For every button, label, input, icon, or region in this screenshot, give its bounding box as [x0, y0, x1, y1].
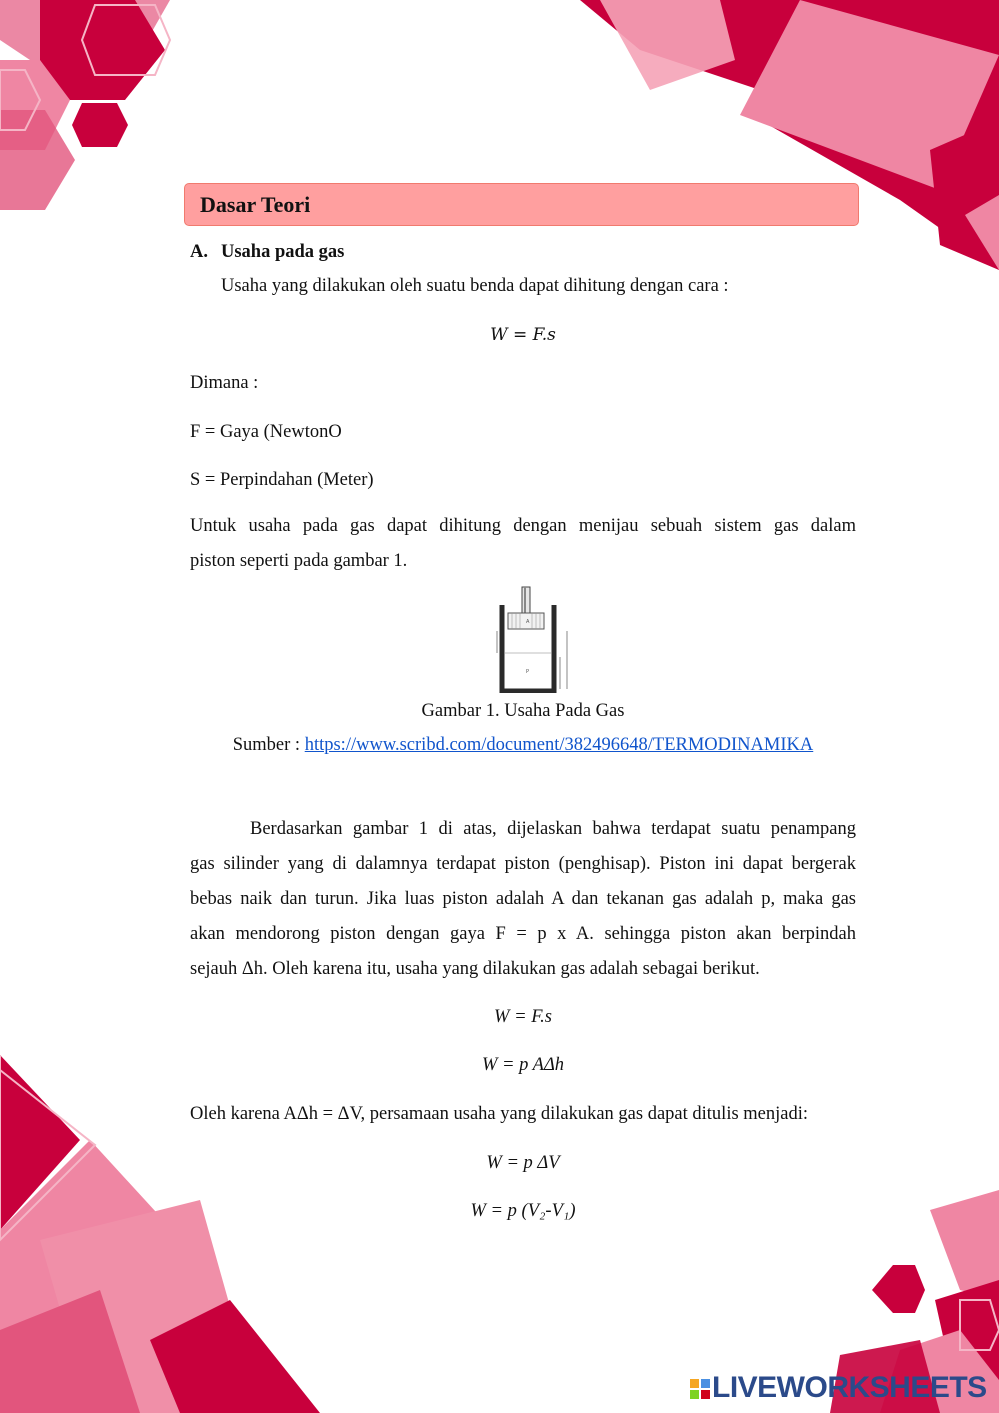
section-title: Dasar Teori [200, 192, 311, 217]
dimana-label: Dimana : [190, 373, 259, 393]
section-banner [184, 183, 859, 226]
subsection-marker: A. [190, 242, 208, 262]
paragraph-line: gas silinder yang di dalamnya terdapat piston (penghisap). Piston ini dapat bergerak [190, 854, 856, 874]
logo-text: LIVEWORKSHEETS [712, 1371, 987, 1404]
intro-text: Usaha yang dilakukan oleh suatu benda dapat dihitung dengan cara : [221, 276, 729, 296]
liveworksheets-logo [690, 1371, 990, 1405]
source-link[interactable]: https://www.scribd.com/document/382496648/TERMODINAMIKA [304, 735, 814, 755]
paragraph-line: piston seperti pada gambar 1. [190, 551, 408, 571]
paragraph-explanation [190, 812, 856, 987]
subsection-title: Usaha pada gas [221, 242, 345, 262]
paragraph-line: bebas naik dan turun. Jika luas piston adalah A dan tekanan gas adalah p, maka gas [190, 889, 856, 909]
paragraph-line: sejauh Δh. Oleh karena itu, usaha yang dilakukan gas adalah sebagai berikut. [190, 959, 760, 979]
formula-work: W = F.s [490, 325, 556, 345]
figure-source [190, 733, 856, 757]
formula-work-pressure-area: W = p AΔh [481, 1055, 565, 1075]
formula-work-2: W = F.s [494, 1007, 552, 1027]
paragraph-line: akan mendorong piston dengan gaya F = p x A. sehingga piston akan berpindah [190, 924, 856, 944]
logo-icon [690, 1379, 710, 1399]
svg-text:A: A [526, 619, 530, 625]
paragraph-volume: Oleh karena AΔh = ΔV, persamaan usaha yang dilakukan gas dapat ditulis menjadi: [190, 1104, 809, 1124]
formula-work-v2-v1: W = p (V₂-V₁) [470, 1201, 576, 1221]
paragraph-line: Berdasarkan gambar 1 di atas, dijelaskan bahwa terdapat suatu penampang [250, 819, 856, 839]
paragraph-line: Untuk usaha pada gas dapat dihitung dengan menijau sebuah sistem gas dalam [190, 516, 856, 536]
svg-text:P: P [526, 669, 530, 675]
figure-caption: Gambar 1. Usaha Pada Gas [421, 701, 625, 721]
definition-force: F = Gaya (NewtonO [190, 422, 342, 442]
source-label: Sumber : [232, 735, 305, 755]
paragraph-gas-work [190, 509, 856, 579]
piston-diagram [490, 585, 576, 693]
definition-displacement: S = Perpindahan (Meter) [190, 470, 374, 490]
formula-work-volume: W = p ΔV [486, 1153, 560, 1173]
